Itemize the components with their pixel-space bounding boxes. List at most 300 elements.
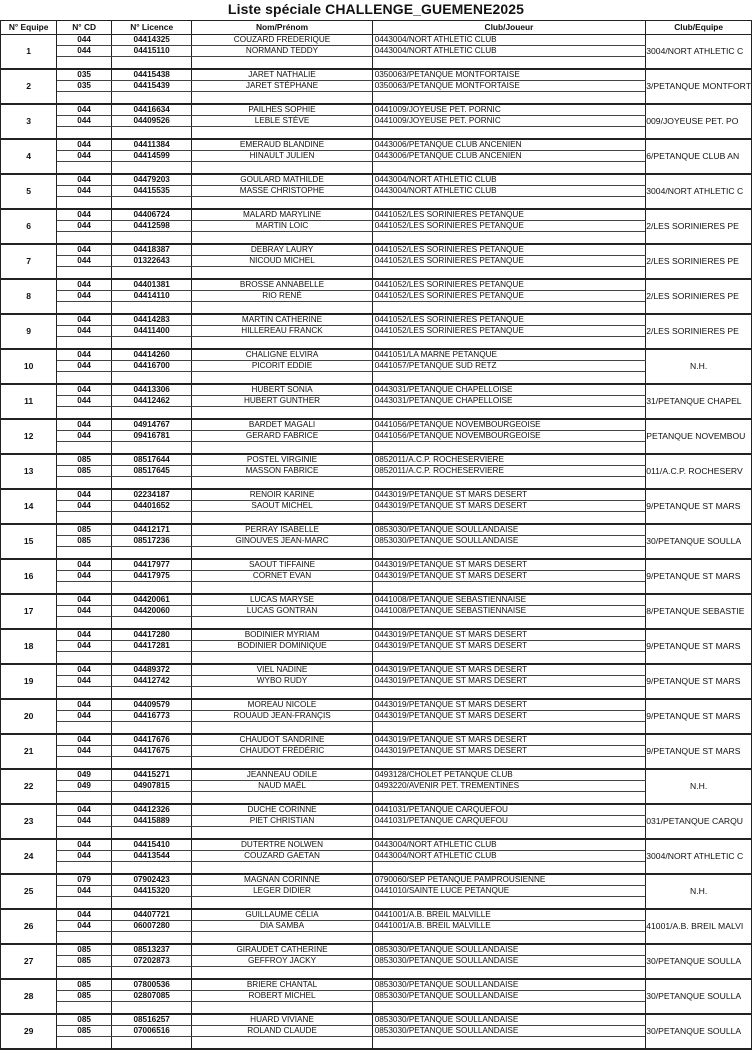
team-number: 11 [1, 384, 57, 419]
empty-cell [111, 687, 191, 700]
player-club: 0443019/PETANQUE ST MARS DESERT [372, 559, 646, 571]
team-row [1, 489, 752, 501]
team-row [1, 979, 752, 991]
player-name: BRIERE CHANTAL [192, 979, 372, 991]
empty-cell [372, 617, 646, 630]
player-club: 0441010/SAINTE LUCE PETANQUE [372, 886, 646, 897]
empty-cell [111, 442, 191, 455]
player-name: GIRAUDET CATHERINE [192, 944, 372, 956]
empty-cell [111, 1002, 191, 1015]
team-row [1, 431, 752, 442]
cd-number: 085 [57, 536, 112, 547]
player-club: 0441008/PETANQUE SEBASTIENNAISE [372, 594, 646, 606]
team-number: 20 [1, 699, 57, 734]
empty-cell [372, 512, 646, 525]
player-name: ROLAND CLAUDE [192, 1026, 372, 1037]
cd-number: 049 [57, 769, 112, 781]
player-name: SAOUT TIFFAINE [192, 559, 372, 571]
team-club: 031/PETANQUE CARQU [646, 804, 752, 839]
team-club: 011/A.C.P. ROCHESERV [646, 454, 752, 489]
player-club: 0441056/PETANQUE NOVEMBOURGEOISE [372, 419, 646, 431]
team-row [1, 151, 752, 162]
team-number: 3 [1, 104, 57, 139]
empty-cell [111, 127, 191, 140]
player-name: COUZARD GAETAN [192, 851, 372, 862]
empty-cell [111, 92, 191, 105]
player-name: BODINIER MYRIAM [192, 629, 372, 641]
licence-number: 04401652 [111, 501, 191, 512]
licence-number: 04414260 [111, 349, 191, 361]
empty-cell [372, 442, 646, 455]
cd-number: 044 [57, 851, 112, 862]
cd-number: 044 [57, 256, 112, 267]
empty-cell [57, 232, 112, 245]
player-name: HILLEREAU FRANCK [192, 326, 372, 337]
licence-number: 04415320 [111, 886, 191, 897]
team-row [1, 851, 752, 862]
empty-cell [192, 757, 372, 770]
cd-number: 044 [57, 291, 112, 302]
player-club: 0853030/PETANQUE SOULLANDAISE [372, 524, 646, 536]
team-row [1, 874, 752, 886]
licence-number: 04417676 [111, 734, 191, 746]
cd-number: 044 [57, 174, 112, 186]
licence-number: 04420061 [111, 594, 191, 606]
player-club: 0441031/PETANQUE CARQUEFOU [372, 816, 646, 827]
empty-cell [372, 792, 646, 805]
team-row [1, 524, 752, 536]
player-name: DIA SAMBA [192, 921, 372, 932]
player-club: 0853030/PETANQUE SOULLANDAISE [372, 991, 646, 1002]
cd-number: 044 [57, 594, 112, 606]
team-spacer-row [1, 162, 752, 175]
team-spacer-row [1, 477, 752, 490]
empty-cell [57, 792, 112, 805]
player-name: JEANNEAU ODILE [192, 769, 372, 781]
team-row [1, 419, 752, 431]
cd-number: 044 [57, 711, 112, 722]
team-spacer-row [1, 582, 752, 595]
player-name: MARTIN CATHERINE [192, 314, 372, 326]
empty-cell [111, 407, 191, 420]
cd-number: 044 [57, 699, 112, 711]
team-row [1, 944, 752, 956]
player-club: 0443019/PETANQUE ST MARS DESERT [372, 641, 646, 652]
team-number: 22 [1, 769, 57, 804]
player-name: PERRAY ISABELLE [192, 524, 372, 536]
cd-number: 044 [57, 804, 112, 816]
cd-number: 044 [57, 816, 112, 827]
empty-cell [192, 232, 372, 245]
empty-cell [111, 197, 191, 210]
team-club: 6/PETANQUE CLUB AN [646, 139, 752, 174]
team-club: 009/JOYEUSE PET. PO [646, 104, 752, 139]
team-row [1, 361, 752, 372]
licence-number: 08516257 [111, 1014, 191, 1026]
player-name: NAUD MAËL [192, 781, 372, 792]
player-name: WYBO RUDY [192, 676, 372, 687]
cd-number: 085 [57, 524, 112, 536]
team-row [1, 174, 752, 186]
empty-cell [111, 792, 191, 805]
team-row [1, 606, 752, 617]
player-club: 0493128/CHOLET PETANQUE CLUB [372, 769, 646, 781]
player-club: 0853030/PETANQUE SOULLANDAISE [372, 536, 646, 547]
licence-number: 04415439 [111, 81, 191, 92]
cd-number: 049 [57, 781, 112, 792]
team-row [1, 676, 752, 687]
team-club: 41001/A.B. BREIL MALVI [646, 909, 752, 944]
team-club: N.H. [646, 349, 752, 384]
empty-cell [57, 1037, 112, 1050]
player-club: 0443031/PETANQUE CHAPELLOISE [372, 384, 646, 396]
licence-number: 04409579 [111, 699, 191, 711]
cd-number: 044 [57, 886, 112, 897]
player-name: MOREAU NICOLE [192, 699, 372, 711]
team-number: 14 [1, 489, 57, 524]
team-row [1, 279, 752, 291]
licence-number: 04414110 [111, 291, 191, 302]
empty-cell [111, 652, 191, 665]
team-number: 2 [1, 69, 57, 104]
licence-number: 04412462 [111, 396, 191, 407]
player-name: SAOUT MICHEL [192, 501, 372, 512]
player-club: 0441052/LES SORINIERES PETANQUE [372, 209, 646, 221]
team-row [1, 46, 752, 57]
player-name: PICORIT EDDIE [192, 361, 372, 372]
player-name: BARDET MAGALI [192, 419, 372, 431]
empty-cell [372, 57, 646, 70]
team-number: 18 [1, 629, 57, 664]
empty-cell [57, 897, 112, 910]
licence-number: 08517236 [111, 536, 191, 547]
licence-number: 04414599 [111, 151, 191, 162]
empty-cell [111, 337, 191, 350]
empty-cell [372, 757, 646, 770]
licence-number: 04415889 [111, 816, 191, 827]
player-name: CHALIGNE ELVIRA [192, 349, 372, 361]
empty-cell [57, 302, 112, 315]
empty-cell [111, 302, 191, 315]
licence-number: 04415438 [111, 69, 191, 81]
cd-number: 044 [57, 361, 112, 372]
empty-cell [372, 127, 646, 140]
team-row [1, 291, 752, 302]
team-spacer-row [1, 442, 752, 455]
player-name: RENOIR KARINE [192, 489, 372, 501]
cd-number: 044 [57, 839, 112, 851]
player-name: MARTIN LOIC [192, 221, 372, 232]
player-club: 0441052/LES SORINIERES PETANQUE [372, 279, 646, 291]
cd-number: 044 [57, 489, 112, 501]
team-spacer-row [1, 897, 752, 910]
team-row [1, 769, 752, 781]
player-club: 0443019/PETANQUE ST MARS DESERT [372, 711, 646, 722]
empty-cell [111, 932, 191, 945]
empty-cell [192, 267, 372, 280]
cd-number: 035 [57, 81, 112, 92]
team-number: 8 [1, 279, 57, 314]
player-club: 0443031/PETANQUE CHAPELLOISE [372, 396, 646, 407]
team-row [1, 699, 752, 711]
player-club: 0443004/NORT ATHLETIC CLUB [372, 186, 646, 197]
licence-number: 04416634 [111, 104, 191, 116]
player-club: 0441001/A.B. BREIL MALVILLE [372, 909, 646, 921]
team-number: 23 [1, 804, 57, 839]
player-name: ROUAUD JEAN-FRANÇIS [192, 711, 372, 722]
licence-number: 02807085 [111, 991, 191, 1002]
player-name: JARET STÉPHANE [192, 81, 372, 92]
empty-cell [57, 1002, 112, 1015]
licence-number: 04407721 [111, 909, 191, 921]
header-team-club: Club/Equipe [646, 21, 752, 35]
player-club: 0350063/PETANQUE MONTFORTAISE [372, 69, 646, 81]
player-club: 0443019/PETANQUE ST MARS DESERT [372, 676, 646, 687]
player-club: 0443004/NORT ATHLETIC CLUB [372, 174, 646, 186]
header-licence-number: N° Licence [111, 21, 191, 35]
player-club: 0443004/NORT ATHLETIC CLUB [372, 46, 646, 57]
licence-number: 01322643 [111, 256, 191, 267]
licence-number: 04414283 [111, 314, 191, 326]
team-spacer-row [1, 652, 752, 665]
cd-number: 044 [57, 676, 112, 687]
team-club: N.H. [646, 874, 752, 909]
cd-number: 044 [57, 209, 112, 221]
cd-number: 044 [57, 186, 112, 197]
cd-number: 044 [57, 746, 112, 757]
player-name: MASSON FABRICE [192, 466, 372, 477]
empty-cell [111, 722, 191, 735]
cd-number: 044 [57, 606, 112, 617]
team-club: 3004/NORT ATHLETIC C [646, 35, 752, 70]
team-club: 9/PETANQUE ST MARS [646, 629, 752, 664]
cd-number: 044 [57, 221, 112, 232]
empty-cell [57, 687, 112, 700]
team-spacer-row [1, 617, 752, 630]
cd-number: 044 [57, 35, 112, 46]
licence-number: 04420060 [111, 606, 191, 617]
player-club: 0443019/PETANQUE ST MARS DESERT [372, 664, 646, 676]
team-row [1, 221, 752, 232]
licence-number: 04418387 [111, 244, 191, 256]
licence-number: 07006516 [111, 1026, 191, 1037]
cd-number: 085 [57, 1026, 112, 1037]
licence-number: 04914767 [111, 419, 191, 431]
team-spacer-row [1, 1002, 752, 1015]
player-club: 0441052/LES SORINIERES PETANQUE [372, 221, 646, 232]
player-club: 0441052/LES SORINIERES PETANQUE [372, 244, 646, 256]
team-spacer-row [1, 722, 752, 735]
page-title: Liste spéciale CHALLENGE_GUEMENE2025 [227, 1, 525, 17]
empty-cell [57, 547, 112, 560]
empty-cell [372, 1002, 646, 1015]
licence-number: 04416773 [111, 711, 191, 722]
empty-cell [192, 442, 372, 455]
player-club: 0443019/PETANQUE ST MARS DESERT [372, 501, 646, 512]
player-club: 0443019/PETANQUE ST MARS DESERT [372, 734, 646, 746]
licence-number: 04417280 [111, 629, 191, 641]
player-name: MALARD MARYLINE [192, 209, 372, 221]
team-spacer-row [1, 547, 752, 560]
player-name: RIO RENÉ [192, 291, 372, 302]
player-name: COUZARD FREDERIQUE [192, 35, 372, 46]
team-spacer-row [1, 302, 752, 315]
empty-cell [57, 617, 112, 630]
team-spacer-row [1, 127, 752, 140]
player-name: PIET CHRISTIAN [192, 816, 372, 827]
team-row [1, 536, 752, 547]
team-row [1, 1026, 752, 1037]
team-spacer-row [1, 827, 752, 840]
player-name: PAILHES SOPHIE [192, 104, 372, 116]
empty-cell [192, 967, 372, 980]
empty-cell [372, 267, 646, 280]
player-club: 0493220/AVENIR PET. TREMENTINES [372, 781, 646, 792]
empty-cell [372, 827, 646, 840]
team-row [1, 326, 752, 337]
team-club: 2/LES SORINIERES PE [646, 244, 752, 279]
empty-cell [192, 372, 372, 385]
player-club: 0441051/LA MARNE PETANQUE [372, 349, 646, 361]
empty-cell [192, 652, 372, 665]
team-number: 17 [1, 594, 57, 629]
team-club: 30/PETANQUE SOULLA [646, 979, 752, 1014]
team-spacer-row [1, 1037, 752, 1050]
team-club: 2/LES SORINIERES PE [646, 209, 752, 244]
empty-cell [372, 337, 646, 350]
empty-cell [57, 932, 112, 945]
player-name: VIEL NADINE [192, 664, 372, 676]
empty-cell [111, 162, 191, 175]
empty-cell [57, 57, 112, 70]
player-name: DEBRAY LAURY [192, 244, 372, 256]
player-club: 0853030/PETANQUE SOULLANDAISE [372, 979, 646, 991]
team-club: 3/PETANQUE MONTFORT [646, 69, 752, 104]
player-name: NORMAND TEDDY [192, 46, 372, 57]
empty-cell [372, 652, 646, 665]
team-spacer-row [1, 232, 752, 245]
licence-number: 04411400 [111, 326, 191, 337]
cd-number: 044 [57, 571, 112, 582]
team-number: 16 [1, 559, 57, 594]
player-club: 0441031/PETANQUE CARQUEFOU [372, 804, 646, 816]
team-row [1, 384, 752, 396]
empty-cell [111, 617, 191, 630]
team-spacer-row [1, 967, 752, 980]
empty-cell [372, 197, 646, 210]
team-club: PETANQUE NOVEMBOU [646, 419, 752, 454]
empty-cell [111, 547, 191, 560]
team-club: 3004/NORT ATHLETIC C [646, 174, 752, 209]
empty-cell [372, 162, 646, 175]
team-row [1, 314, 752, 326]
player-name: MAGNAN CORINNE [192, 874, 372, 886]
empty-cell [192, 827, 372, 840]
cd-number: 079 [57, 874, 112, 886]
cd-number: 044 [57, 104, 112, 116]
empty-cell [192, 162, 372, 175]
player-club: 0441056/PETANQUE NOVEMBOURGEOISE [372, 431, 646, 442]
team-spacer-row [1, 862, 752, 875]
empty-cell [192, 1002, 372, 1015]
team-row [1, 629, 752, 641]
cd-number: 044 [57, 664, 112, 676]
cd-number: 044 [57, 116, 112, 127]
empty-cell [192, 862, 372, 875]
licence-number: 08513237 [111, 944, 191, 956]
header-team-number: N° Equipe [1, 21, 57, 35]
team-number: 21 [1, 734, 57, 769]
team-list-body [1, 35, 752, 1050]
player-name: HUBERT SONIA [192, 384, 372, 396]
empty-cell [57, 127, 112, 140]
team-row [1, 641, 752, 652]
player-name: EMERAUD BLANDINE [192, 139, 372, 151]
empty-cell [192, 477, 372, 490]
empty-cell [372, 582, 646, 595]
empty-cell [192, 197, 372, 210]
empty-cell [57, 757, 112, 770]
cd-number: 044 [57, 151, 112, 162]
team-number: 24 [1, 839, 57, 874]
empty-cell [192, 512, 372, 525]
team-number: 27 [1, 944, 57, 979]
player-name: DUTERTRE NOLWEN [192, 839, 372, 851]
licence-number: 04413306 [111, 384, 191, 396]
player-club: 0441052/LES SORINIERES PETANQUE [372, 314, 646, 326]
team-row [1, 209, 752, 221]
empty-cell [111, 57, 191, 70]
empty-cell [111, 862, 191, 875]
team-row [1, 991, 752, 1002]
cd-number: 044 [57, 734, 112, 746]
team-number: 7 [1, 244, 57, 279]
team-spacer-row [1, 337, 752, 350]
cd-number: 085 [57, 991, 112, 1002]
cd-number: 044 [57, 501, 112, 512]
licence-number: 04415410 [111, 839, 191, 851]
team-row [1, 921, 752, 932]
cd-number: 044 [57, 279, 112, 291]
team-row [1, 804, 752, 816]
licence-number: 04406724 [111, 209, 191, 221]
player-name: HUARD VIVIANE [192, 1014, 372, 1026]
cd-number: 044 [57, 244, 112, 256]
licence-number: 04412326 [111, 804, 191, 816]
team-club: 30/PETANQUE SOULLA [646, 524, 752, 559]
empty-cell [372, 232, 646, 245]
player-name: LUCAS GONTRAN [192, 606, 372, 617]
team-row [1, 349, 752, 361]
cd-number: 044 [57, 559, 112, 571]
player-club: 0443019/PETANQUE ST MARS DESERT [372, 629, 646, 641]
team-row [1, 746, 752, 757]
team-row [1, 501, 752, 512]
empty-cell [372, 722, 646, 735]
empty-cell [57, 267, 112, 280]
team-row [1, 734, 752, 746]
team-row [1, 454, 752, 466]
team-number: 26 [1, 909, 57, 944]
header-player-club: Club/Joueur [372, 21, 646, 35]
empty-cell [57, 162, 112, 175]
player-name: POSTEL VIRGINIE [192, 454, 372, 466]
licence-number: 07902423 [111, 874, 191, 886]
team-spacer-row [1, 372, 752, 385]
team-row [1, 466, 752, 477]
team-row [1, 396, 752, 407]
player-club: 0443019/PETANQUE ST MARS DESERT [372, 489, 646, 501]
